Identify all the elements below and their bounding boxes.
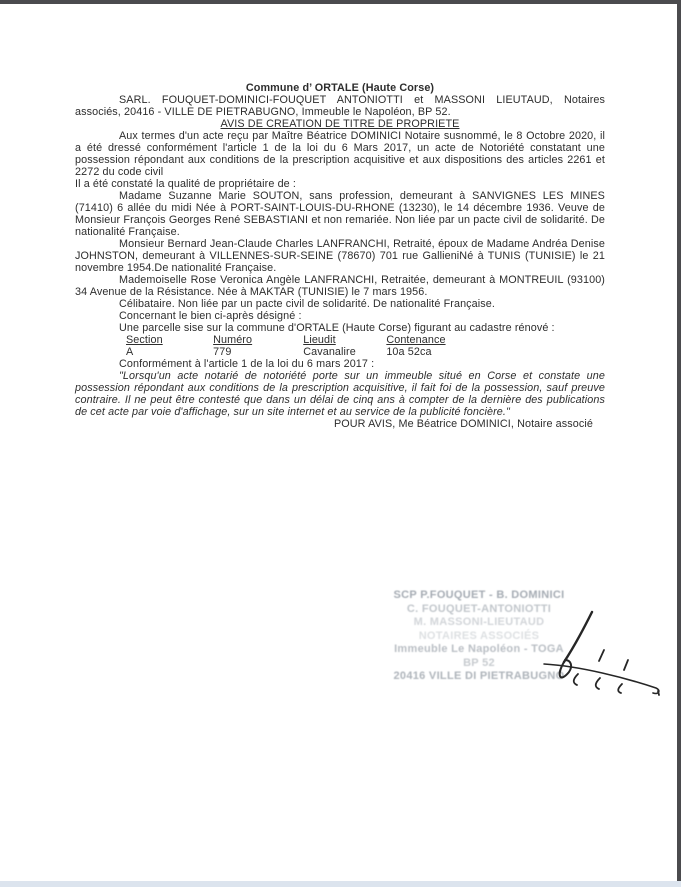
stamp-line: C. FOUQUET-ANTONIOTTI: [406, 602, 552, 615]
column-header-section: Section: [126, 334, 163, 346]
stamp-line: Immeuble Le Napoléon - TOGA: [394, 643, 564, 655]
stamp-line: 20416 VILLE DI PIETRABUGNO: [393, 670, 565, 682]
concerning-line: Concernant le bien ci-après désigné :: [119, 310, 302, 322]
intro-paragraph: Aux termes d'un acte reçu par Maître Béatrice DOMINICI Notaire susnommé, le 8 Octobre 2020, il a été dressé conformément l'article 1 de la loi du 6 Mars 2017, un acte de Notoriété constatant une possession répondant aux conditions de la prescription acquisitive et aux dispositions des articles 2261 et 2272 du code civil: [75, 130, 605, 178]
constate-line: Il a été constaté la qualité de propriétaire de :: [75, 178, 296, 190]
commune-title: Commune d’ ORTALE (Haute Corse): [245, 82, 435, 94]
document-body: [75, 82, 605, 430]
cell-section: A: [126, 346, 134, 358]
column-header-numero: Numéro: [213, 334, 253, 346]
stamp-line: M. MASSONI-LIEUTAUD: [413, 616, 545, 628]
column-header-lieudit: Lieudit: [303, 334, 336, 346]
cadastre-table-header-row: [126, 334, 605, 346]
column-header-contenance: Contenance: [386, 334, 446, 346]
stamp-line: BP 52: [463, 656, 495, 669]
owner-paragraph: Célibataire. Non liée par un pacte civil de solidarité. De nationalité Française.: [119, 298, 495, 310]
cadastre-table: [126, 334, 605, 358]
table-row: [126, 346, 605, 358]
legal-quote-paragraph: "Lorsqu'un acte notarié de notoriété porte sur un immeuble situé en Corse et constate une possession répondant aux conditions de la prescription acquisitive, il fait foi de la possession, sauf preuve contraire. Il ne peut être contesté que dans un délai de cinq ans à compter de la dernière des publications de cet acte par voie d'affichage, sur un site internet et au service de la publicité foncière.": [75, 370, 605, 418]
notice-title-text: AVIS DE CREATION DE TITRE DE PROPRIETE: [220, 118, 460, 130]
pour-avis-line: POUR AVIS, Me Béatrice DOMINICI, Notaire associé: [333, 418, 593, 430]
stamp-line: SCP P.FOUQUET - B. DOMINICI: [393, 589, 565, 601]
scan-edge-top: [0, 0, 681, 4]
owner-paragraph: Monsieur Bernard Jean-Claude Charles LANFRANCHI, Retraité, époux de Madame Andréa Denise JOHNSTON, demeurant à VILLENNES-SUR-SEINE (78670) 701 rue GallieniNé à TUNIS (TUNISIE) le 21 novembre 1954.De nationalité Française.: [75, 238, 605, 274]
scan-edge-bottom: [0, 881, 681, 887]
signature-scribble-icon: [540, 608, 670, 698]
stamp-line: NOTAIRES ASSOCIÉS: [418, 629, 540, 642]
parcel-line: Une parcelle sise sur la commune d'ORTALE (Haute Corse) figurant au cadastre rénové :: [119, 322, 555, 334]
cell-contenance: 10a 52ca: [386, 346, 432, 358]
conformity-line: Conformément à l'article 1 de la loi du 6 mars 2017 :: [119, 358, 375, 370]
notice-title: [75, 118, 605, 130]
owner-paragraph: Madame Suzanne Marie SOUTON, sans profession, demeurant à SANVIGNES LES MINES (71410) 6 allée du midi Née à PORT-SAINT-LOUIS-DU-RHONE (13230), le 14 décembre 1936. Veuve de Monsieur François Georges René SEBASTIANI et non remariée. Non liée par un pacte civil de solidarité. De nationalité Française.: [75, 190, 605, 238]
cell-lieudit: Cavanalire: [303, 346, 356, 358]
owner-paragraph: Mademoiselle Rose Veronica Angèle LANFRANCHI, Retraitée, demeurant à MONTREUIL (93100) 34 Avenue de la Résistance. Née à MAKTAR (TUNISIE) le 7 mars 1956.: [75, 274, 605, 298]
cell-numero: 779: [213, 346, 232, 358]
scan-edge-right: [677, 0, 681, 881]
notary-office-paragraph: SARL. FOUQUET-DOMINICI-FOUQUET ANTONIOTTI et MASSONI LIEUTAUD, Notaires associés, 20416 - VILLE DE PIETRABUGNO, Immeuble le Napoléon, BP 52.: [75, 94, 605, 118]
